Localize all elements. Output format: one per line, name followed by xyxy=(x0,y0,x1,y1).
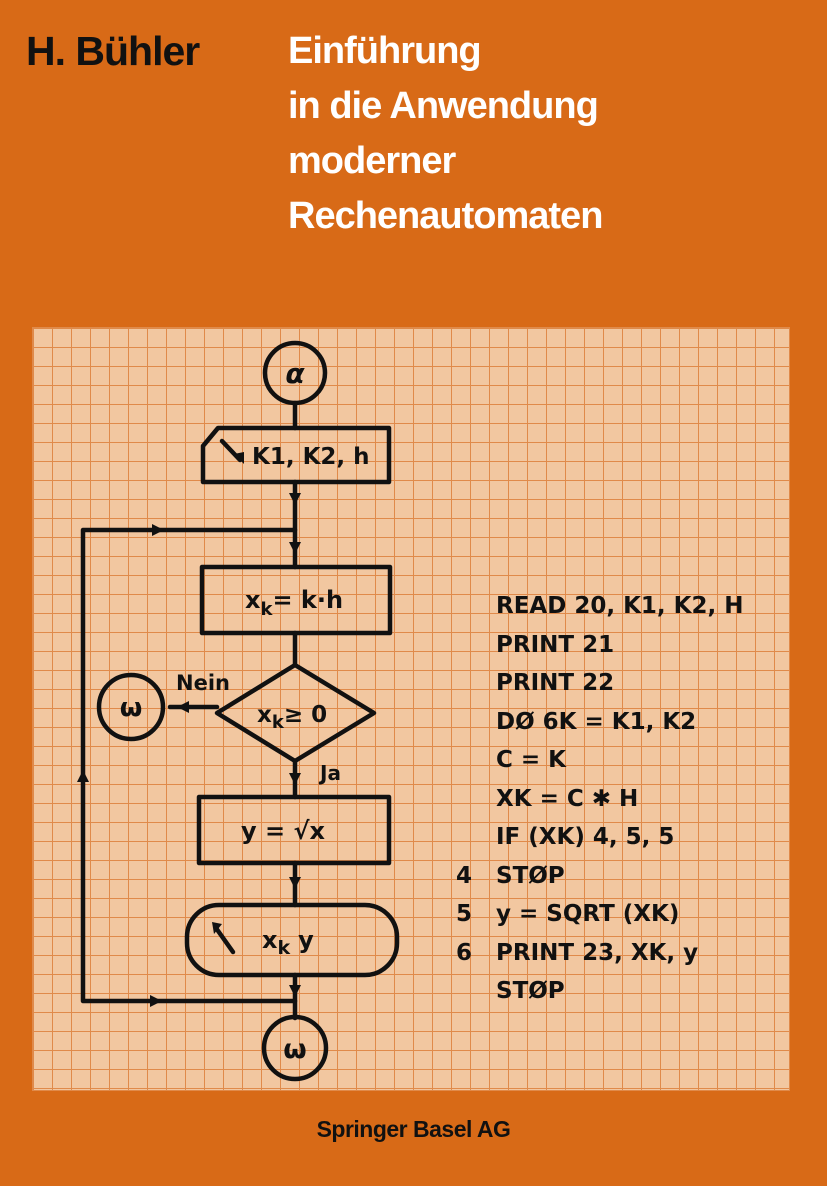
program-line: 5 y = SQRT (XK) xyxy=(456,901,680,927)
arrowhead xyxy=(150,995,162,1007)
no-label: Nein xyxy=(176,671,230,695)
program-line: STØP xyxy=(496,978,565,1004)
output-box xyxy=(187,905,397,975)
arrowhead xyxy=(289,773,301,785)
title-line-4: Rechenautomaten xyxy=(288,195,603,237)
program-line: 4 STØP xyxy=(456,862,565,889)
program-line: PRINT 21 xyxy=(496,631,615,658)
program-line: C = K xyxy=(496,747,566,773)
program-line: XK = C ✱ H xyxy=(496,785,639,812)
author-name: H. Bühler xyxy=(26,28,200,74)
end-label: ω xyxy=(283,1034,307,1065)
program-line: READ 20, K1, K2, H xyxy=(496,593,744,619)
arrowhead xyxy=(152,524,164,536)
input-label: K1, K2, h xyxy=(252,444,370,470)
arrowhead xyxy=(289,493,301,505)
program-line: DØ 6K = K1, K2 xyxy=(496,708,697,735)
program-line: PRINT 22 xyxy=(496,670,615,696)
arrowhead xyxy=(77,770,89,782)
exit-label: ω xyxy=(119,693,143,723)
title-line-1: Einführung xyxy=(288,30,481,72)
arrowhead xyxy=(289,877,301,889)
decision-label: $x_k\ge 0$ xyxy=(257,702,328,733)
title-line-2: in die Anwendung xyxy=(288,85,598,127)
title-line-3: moderner xyxy=(288,140,456,182)
compute-label: $x_k= k\cdot h$ xyxy=(245,586,344,620)
arrowhead xyxy=(289,985,301,997)
output-arrow-icon xyxy=(216,928,233,952)
arrowhead xyxy=(177,701,189,713)
sqrt-label: y = √x xyxy=(241,817,325,845)
program-listing xyxy=(456,587,743,1011)
yes-label: Ja xyxy=(320,761,341,785)
output-label: $x_k$ y xyxy=(262,926,314,959)
program-line: 6 PRINT 23, XK, y xyxy=(456,939,699,966)
start-label: α xyxy=(285,357,305,390)
publisher-name: Springer Basel AG xyxy=(316,1116,511,1142)
program-line: IF (XK) 4, 5, 5 xyxy=(496,824,675,850)
arrowhead xyxy=(289,542,301,554)
